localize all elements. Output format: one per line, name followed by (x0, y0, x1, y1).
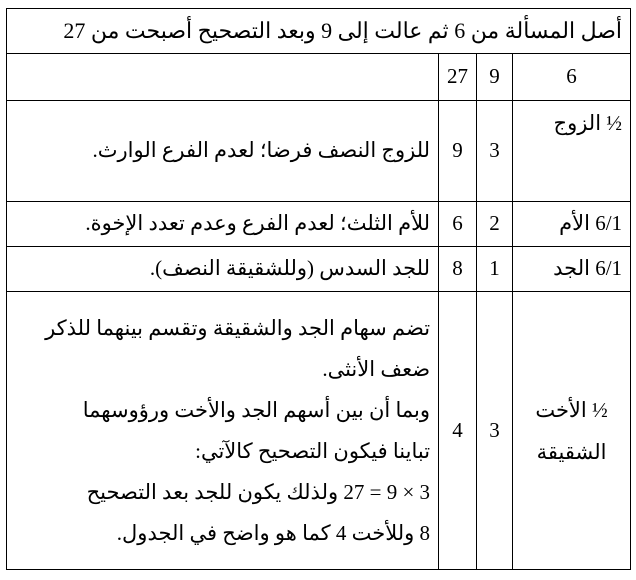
inheritance-table-sheet (6, 8, 630, 570)
grandfather-corrected-share: 8 (439, 247, 477, 292)
husband-awl-share: 3 (477, 101, 513, 202)
sister-explanation (7, 292, 439, 570)
table-row-husband (7, 101, 631, 202)
husband-explanation: للزوج النصف فرضا؛ لعدم الفرع الوارث. (7, 101, 439, 202)
grandfather-awl-share: 1 (477, 247, 513, 292)
awl-value: 9 (477, 54, 513, 101)
base-value: 6 (513, 54, 631, 101)
explanation-line: تضم سهام الجد والشقيقة وتقسم بينهما للذكر (45, 315, 431, 340)
heir-grandfather: 6/1 الجد (513, 247, 631, 292)
explanation-line: وبما أن بين أسهم الجد والأخت ورؤوسهما (82, 397, 431, 422)
empty-explanation-header (7, 54, 439, 101)
husband-corrected-share: 9 (439, 101, 477, 202)
explanation-line: 8 وللأخت 4 كما هو واضح في الجدول. (116, 520, 431, 545)
heir-sister-line1: ½ الأخت (535, 397, 608, 422)
inheritance-table (6, 8, 631, 570)
explanation-line: 3 × 9 = 27 ولذلك يكون للجد بعد التصحيح (86, 479, 431, 504)
heir-sister-line2: الشقيقة (536, 439, 607, 464)
table-row-sister (7, 292, 631, 570)
table-row-grandfather (7, 247, 631, 292)
mother-awl-share: 2 (477, 202, 513, 247)
table-row-mother (7, 202, 631, 247)
grandfather-explanation: للجد السدس (وللشقيقة النصف). (7, 247, 439, 292)
heir-husband: ½ الزوج (513, 101, 631, 202)
mother-corrected-share: 6 (439, 202, 477, 247)
mother-explanation: للأم الثلث؛ لعدم الفرع وعدم تعدد الإخوة. (7, 202, 439, 247)
title-row (7, 9, 631, 54)
base-row (7, 54, 631, 101)
table-title: أصل المسألة من 6 ثم عالت إلى 9 وبعد التصحيح أصبحت من 27 (7, 9, 631, 54)
correction-value: 27 (439, 54, 477, 101)
sister-corrected-share: 4 (439, 292, 477, 570)
explanation-line: تباينا فيكون التصحيح كالآتي: (195, 438, 431, 463)
heir-mother: 6/1 الأم (513, 202, 631, 247)
heir-sister (513, 292, 631, 570)
sister-awl-share: 3 (477, 292, 513, 570)
explanation-line: ضعف الأنثى. (322, 356, 431, 381)
